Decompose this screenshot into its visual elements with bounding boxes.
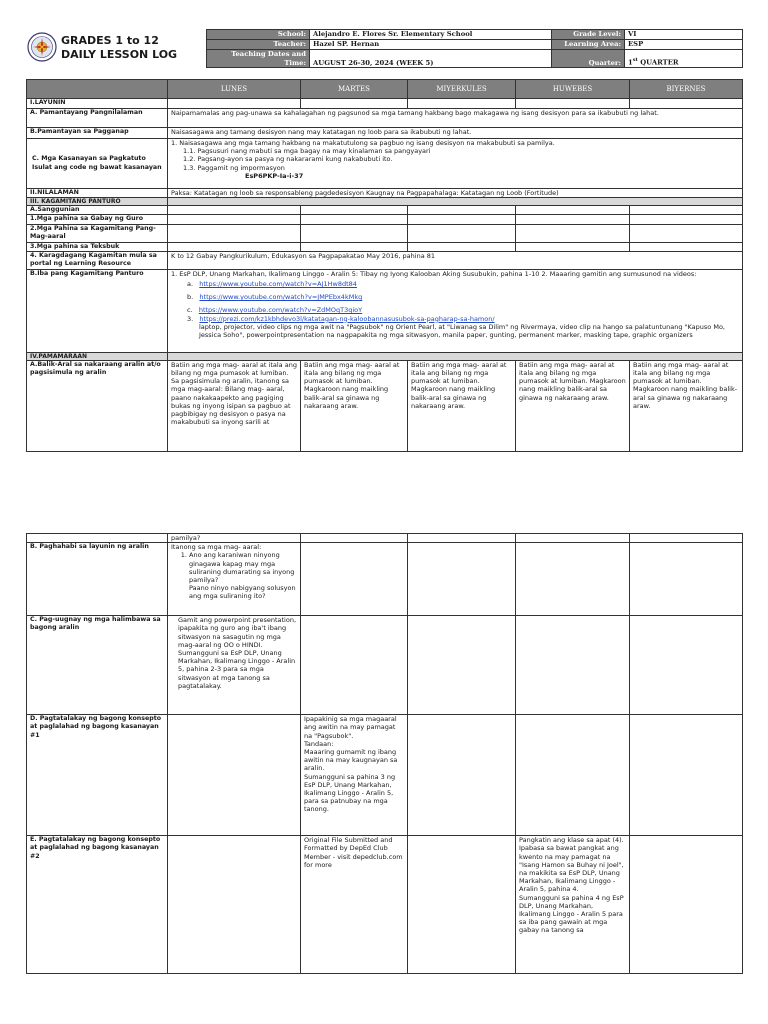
school-value: Alejandro E. Flores Sr. Elementary School (310, 30, 552, 40)
learning-area-value: ESP (625, 40, 743, 50)
title-line-2: DAILY LESSON LOG (61, 48, 178, 61)
layunin-label: I.LAYUNIN (27, 99, 168, 109)
kagamitang-panturo-label: III. KAGAMITANG PANTURO (27, 198, 168, 206)
dates-value: AUGUST 26-30, 2024 (WEEK 5) (310, 50, 552, 68)
lesson-log-table (26, 79, 743, 452)
kasanayan-item: 1.2. Pagsang-ayon sa pasya ng nakararami kung nakabubuti ito. (183, 155, 393, 164)
pamantayang-pangnilalaman-label: A. Pamantayang Pangnilalaman (27, 109, 168, 128)
nilalaman-label: II.NILALAMAN (27, 189, 168, 198)
day-header-huwebes: HUWEBES (516, 80, 630, 99)
video-link-a[interactable]: https://www.youtube.com/watch?v=AJ1Hw8dt84 (199, 280, 357, 289)
balik-aral-biyernes: Batiin ang mga mag- aaral at itala ang bilang ng mga pumasok at lumiban. Magkaroon nang maikling balik-aral sa ginawa ng nakaraang araw. (630, 360, 743, 451)
iba-pang-kagamitan-label: B.Iba pang Kagamitang Panturo (27, 269, 168, 352)
document-title (61, 34, 177, 62)
balik-aral-martes: Batiin ang mga mag- aaral at itala ang bilang ng mga pumasok at lumiban. Magkaroon nang maikling balik-aral sa ginawa ng nakaraang araw. (301, 360, 408, 451)
pagtatalakay-1-label: D. Pagtatalakay ng bagong konsepto at paglalahad ng bagong kasanayan #1 (27, 715, 168, 836)
quarter-value: 1st QUARTER (625, 50, 743, 68)
balik-aral-miyerkules: Batiin ang mga mag- aaral at itala ang bilang ng mga pumasok at lumiban. Magkaroon nang maikling balik-aral sa ginawa ng nakaraang araw. (408, 360, 516, 451)
kagamitang-pang-mag-aaral-label: 2.Mga Pahina sa Kagamitang Pang-Mag-aaral (27, 224, 168, 242)
header-info-table (206, 29, 743, 68)
lesson-log-table-continued (26, 533, 743, 974)
kasanayan-code: EsP6PKP-Ia-i-37 (245, 171, 304, 180)
iba-pang-kagamitan-value: 1. EsP DLP, Unang Markahan, Ikalimang Linggo - Aralin 5: Tibay ng Iyong Kalooban Aking Susubukin, pahina 1-10 2. Maaaring gamitin ang sumusunod na videos: a. https://www.youtube.com/watch?v=AJ1Hw8dt84 b. https://www.youtube.com/watch?v=JMPEbx4kMkg c. https://www.youtube.com/watch?v=ZdMOqT3qioY 3. https://prezi.com/kz1kbhdevo3l/katatagan-ng-kaloobannasusubok-sa-pagharap-sa-hamon/ laptop, projector, video clips ng mga awit na "Pagsubok" ng Orient Pearl, at "Liwanag sa Dilim" ng Rivermaya, video clip na hango sa palatuntunang "Kapuso Mo, Jessica Soho", powerpointpresentation na nagpapakita ng mga sitwasyon, manila paper, gunting, permanent marker, masking tape, graphic organizers (168, 269, 743, 352)
quarter-label: Quarter: (552, 50, 625, 68)
continued-text: pamilya? (168, 534, 301, 543)
pag-uugnay-label: C. Pag-uugnay ng mga halimbawa sa bagong aralin (27, 616, 168, 715)
pagtatalakay-1-martes: Ipapakinig sa mga magaaral ang awitin na may pamagat na "Pagsubok". Tandaan: Maaaring gumamit ng ibang awitin na may kaugnayan sa aralin. Sumangguni sa pahina 3 ng EsP DLP, Unang Markahan, Ikalimang Linggo - Aralin 5, para sa patnubay na mga tanong. (301, 715, 408, 836)
pagtatalakay-2-huwebes: Pangkatin ang klase sa apat (4). Ipabasa sa bawat pangkat ang kwento na may pamagat na "Isang Hamon sa Buhay ni Joel", na makikita sa EsP DLP, Unang Markahan, Ikalimang Linggo - Aralin 5, pahina 4. Sumangguni sa pahina 4 ng EsP DLP, Unang Markahan, Ikalimang Linggo - Aralin 5 para sa iba pang gawain at mga gabay na tanong sa (516, 836, 630, 974)
paghahabi-lunes: Itanong sa mga mag- aaral: 1. Ano ang karaniwan ninyong ginagawa kapag may mga suliraning dumarating sa inyong pamilya? Paano ninyo nabigyang solusyon ang mga suliraning ito? (168, 543, 301, 616)
pagtatalakay-2-label: E. Pagtatalakay ng bagong konsepto at paglalahad ng bagong kasanayan #2 (27, 836, 168, 974)
pamantayan-pagganap-label: B.Pamantayan sa Pagganap (27, 128, 168, 139)
day-header-biyernes: BIYERNES (630, 80, 743, 99)
kasanayan-value: 1. Naisasagawa ang mga tamang hakbang na makatutulong sa pagbuo ng isang desisyon na makabubuti sa pamilya. 1.1. Pagsusuri nang mabuti sa mga bagay na may kinalaman sa pangyayari 1.2. Pagsang-ayon sa pasya ng nakararami kung nakabubuti ito. 1.3. Paggamit ng impormasyon EsP6PKP-Ia-i-37 (168, 139, 743, 189)
paghahabi-label: B. Paghahabi sa layunin ng aralin (27, 543, 168, 616)
page-2 (0, 530, 768, 1024)
school-label: School: (207, 30, 310, 40)
day-header-empty (27, 80, 168, 99)
grade-level-value: VI (625, 30, 743, 40)
page-1 (0, 0, 768, 500)
kasanayan-label: C. Mga Kasanayan sa Pagkatuto Isulat ang code ng bawat kasanayan (27, 139, 168, 189)
pamamaraan-label: IV.PAMAMARAAN (27, 352, 168, 360)
dates-label: Teaching Dates and Time: (207, 50, 310, 68)
paghahabi-question: Paano ninyo nabigyang solusyon ang mga suliraning ito? (189, 584, 296, 601)
balik-aral-label: A.Balik-Aral sa nakaraang aralin at/o pagsisimula ng aralin (27, 360, 168, 451)
day-header-martes: MARTES (301, 80, 408, 99)
learning-area-label: Learning Area: (552, 40, 625, 50)
pagtatalakay-2-martes: Original File Submitted and Formatted by DepEd Club Member - visit depedclub.com for more (301, 836, 408, 974)
materials-list: laptop, projector, video clips ng mga awit na "Pagsubok" ng Orient Pearl, at "Liwanag sa Dilim" ng Rivermaya, video clip na hango sa palatuntunang "Kapuso Mo, Jessica Soho", powerpointpresentation na nagpapakita ng mga sitwasyon, manila paper, gunting, permanent marker, masking tape, graphic organizers (199, 322, 725, 340)
title-line-1: GRADES 1 to 12 (61, 34, 159, 47)
deped-seal-icon (27, 32, 57, 62)
teksbuk-label: 3.Mga pahina sa Teksbuk (27, 242, 168, 251)
day-header-miyerkules: MIYERKULES (408, 80, 516, 99)
teacher-value: Hazel SP. Hernan (310, 40, 552, 50)
day-header-lunes: LUNES (168, 80, 301, 99)
pag-uugnay-lunes: Gamit ang powerpoint presentation, ipapakita ng guro ang iba't ibang sitwasyon na sasagutin ng mga mag-aaral ng OO o HINDI. Sumangguni sa EsP DLP, Unang Markahan, Ikalimang Linggo - Aralin 5, pahina 2-3 para sa mga sitwasyon at mga tanong sa pagtatalakay. (168, 616, 301, 715)
teacher-label: Teacher: (207, 40, 310, 50)
pamantayang-pangnilalaman-value: Naipamamalas ang pag-unawa sa kahalagahan ng pagsunod sa mga tamang hakbang bago makagawa ng isang desisyon para sa ikabubuti ng lahat. (168, 109, 743, 128)
grade-level-label: Grade Level: (552, 30, 625, 40)
video-link-b[interactable]: https://www.youtube.com/watch?v=JMPEbx4kMkg (199, 293, 363, 302)
prezi-link[interactable]: https://prezi.com/kz1kbhdevo3l/katatagan-ng-kaloobannasusubok-sa-pagharap-sa-hamon/ (199, 314, 495, 323)
video-link-c[interactable]: https://www.youtube.com/watch?v=ZdMOqT3qioY (198, 306, 363, 315)
nilalaman-value: Paksa: Katatagan ng loob sa responsableng pagdedesisyon Kaugnay na Pagpapahalaga: Katatagan ng Loob (Fortitude) (168, 189, 743, 198)
karagdagang-kagamitan-value: K to 12 Gabay Pangkurikulum, Edukasyon sa Pagpapakatao May 2016, pahina 81 (168, 251, 743, 269)
gabay-guro-label: 1.Mga pahina sa Gabay ng Guro (27, 215, 168, 224)
kasanayan-item: 1.3. Paggamit ng impormasyon (183, 163, 285, 172)
pamantayan-pagganap-value: Naisasagawa ang tamang desisyon nang may katatagan ng loob para sa ikabubuti ng lahat. (168, 128, 743, 139)
kasanayan-item: 1.1. Pagsusuri nang mabuti sa mga bagay na may kinalaman sa pangyayari (183, 147, 431, 156)
sanggunian-label: A.Sanggunian (27, 206, 168, 215)
paghahabi-question: 1. Ano ang karaniwan ninyong ginagawa kapag may mga suliraning dumarating sa inyong pamilya? (189, 551, 297, 584)
balik-aral-huwebes: Batiin ang mga mag- aaral at itala ang bilang ng mga pumasok at lumiban. Magkaroon nang maikling balik-aral sa ginawa ng nakaraang araw. (516, 360, 630, 451)
karagdagang-kagamitan-label: 4. Karagdagang Kagamitan mula sa portal ng Learning Resource (27, 251, 168, 269)
balik-aral-lunes: Batiin ang mga mag- aaral at itala ang bilang ng mga pumasok at lumiban. Sa pagsisimula ng aralin, itanong sa mga mag-aaral: Bilang mag- aaral, paano nakakaapekto ang pagiging bukas ng inyong isipan sa pagbuo at pagbibigay ng desisyon o pasya na makabubuti sa inyong sarili at (168, 360, 301, 451)
